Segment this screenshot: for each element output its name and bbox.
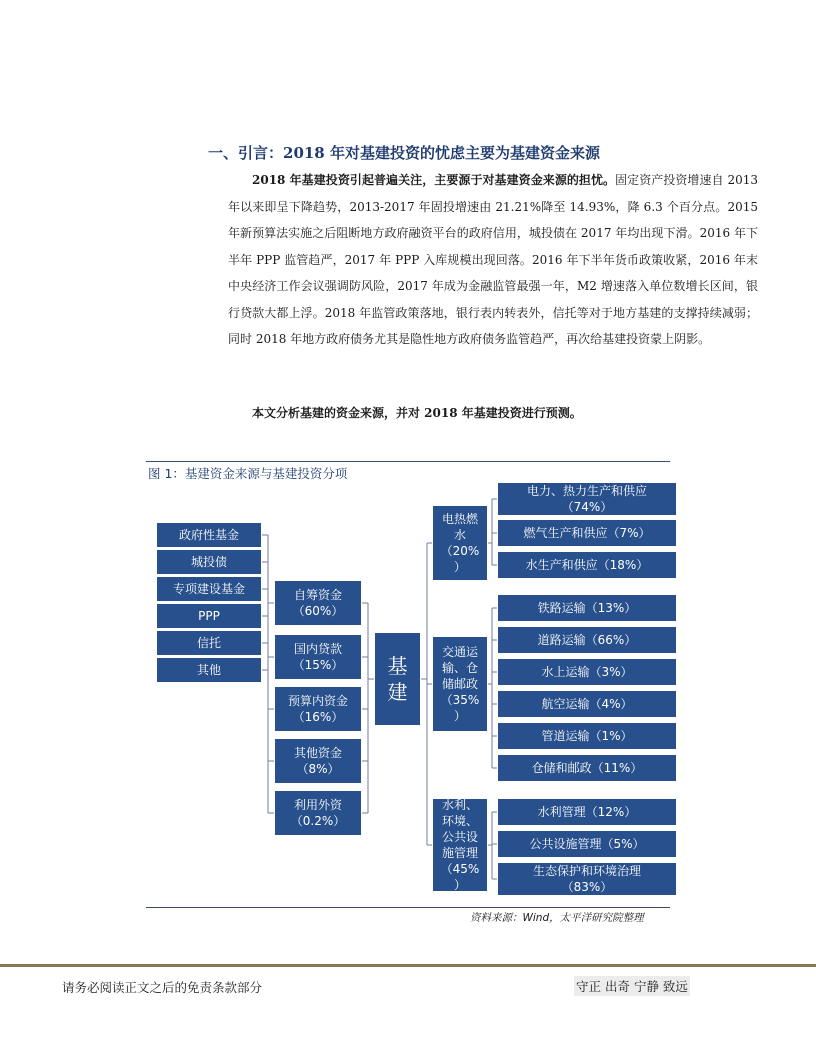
footer-rule <box>0 964 816 967</box>
item-box-1-4: 管道运输（1%） <box>497 722 677 750</box>
fund-box-2: 预算内资金 （16%） <box>274 686 362 732</box>
fund-box-3: 其他资金 （8%） <box>274 738 362 784</box>
item-box-2-0: 水利管理（12%） <box>497 798 677 826</box>
source-box-5: 其他 <box>156 657 262 683</box>
item-box-0-1: 燃气生产和供应（7%） <box>497 519 677 547</box>
intro-body: 固定资产投资增速自 2013 年以来即呈下降趋势，2013-2017 年固投增速由 21.21%降至 14.93%，降 6.3 个百分点。2015 年新预算法实施之后阻断地方政府融资平台的政府信用，城投债在 2017 年均出现下滑。2016 年下半年 PPP 监管趋严，2017 年 PPP 入库规模出现回落。2016 年下半年货币政策收紧，2016 年末中央经济工作会议强调防风险，2017 年成为金融监管最强一年，M2 增速落入单位数增长区间，银行贷款大都上浮。2018 年监管政策落地，银行表内转表外，信托等对于地方基建的支撑持续减弱；同时 2018 年地方政府债务尤其是隐性地方政府债务监管趋严，再次给基建投资蒙上阴影。 <box>228 173 758 346</box>
summary-paragraph: 本文分析基建的资金来源，并对 2018 年基建投资进行预测。 <box>252 406 582 420</box>
footer-motto: 守正 出奇 宁静 致远 <box>574 976 690 996</box>
source-box-1: 城投债 <box>156 549 262 575</box>
figure-title: 图 1：基建资金来源与基建投资分项 <box>148 466 348 481</box>
figure-bottom-rule <box>146 907 670 908</box>
item-box-1-5: 仓储和邮政（11%） <box>497 754 677 782</box>
fund-box-1: 国内贷款 （15%） <box>274 634 362 680</box>
intro-paragraph <box>228 167 758 353</box>
item-box-0-2: 水生产和供应（18%） <box>497 551 677 579</box>
category-box-0: 电热燃 水 （20% ） <box>432 505 488 581</box>
source-box-0: 政府性基金 <box>156 522 262 548</box>
item-box-1-0: 铁路运输（13%） <box>497 594 677 622</box>
figure-source: 资料来源：Wind，太平洋研究院整理 <box>470 912 644 924</box>
item-box-1-1: 道路运输（66%） <box>497 626 677 654</box>
item-box-0-0: 电力、热力生产和供应 （74%） <box>497 482 677 516</box>
source-box-3: PPP <box>156 603 262 629</box>
footer-disclaimer: 请务必阅读正文之后的免责条款部分 <box>62 980 263 995</box>
item-box-2-2: 生态保护和环境治理 （83%） <box>497 862 677 896</box>
source-box-4: 信托 <box>156 630 262 656</box>
figure-top-rule <box>146 461 670 462</box>
item-box-2-1: 公共设施管理（5%） <box>497 830 677 858</box>
center-box: 基 建 <box>374 632 421 726</box>
category-box-2: 水利、 环境、 公共设 施管理 （45% ） <box>432 798 488 892</box>
item-box-1-3: 航空运输（4%） <box>497 690 677 718</box>
section-heading: 一、引言：2018 年对基建投资的忧虑主要为基建资金来源 <box>208 144 600 162</box>
intro-lead-bold: 2018 年基建投资引起普遍关注，主要源于对基建资金来源的担忧。 <box>252 173 616 187</box>
fund-box-0: 自筹资金 （60%） <box>274 580 362 626</box>
source-box-2: 专项建设基金 <box>156 576 262 602</box>
item-box-1-2: 水上运输（3%） <box>497 658 677 686</box>
fund-box-4: 利用外资 （0.2%） <box>274 790 362 836</box>
category-box-1: 交通运 输、仓 储邮政 （35% ） <box>432 636 488 732</box>
